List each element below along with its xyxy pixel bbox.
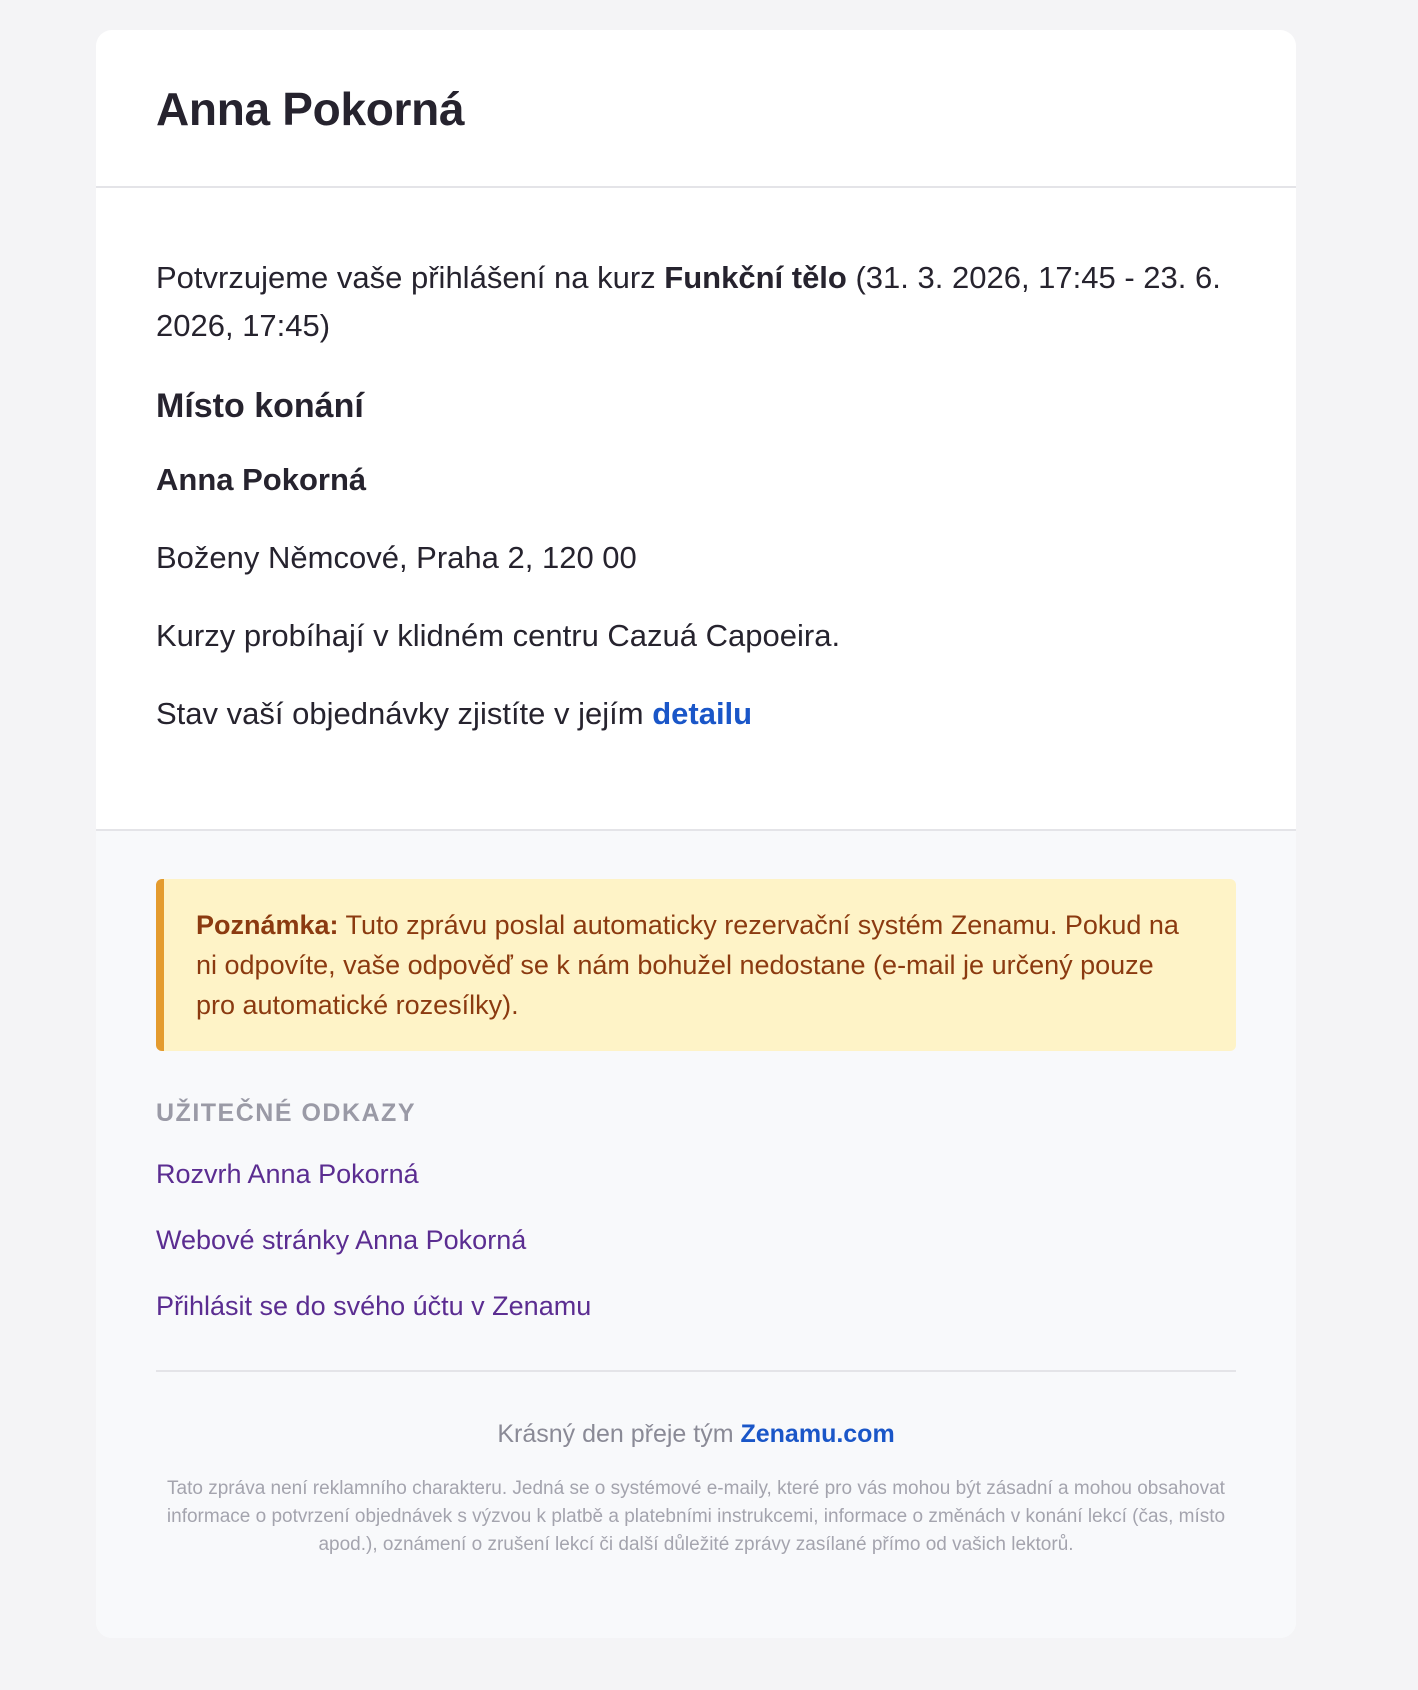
course-name: Funkční tělo (664, 260, 847, 295)
thanks-line (156, 1420, 1236, 1449)
venue-name: Anna Pokorná (156, 462, 367, 497)
course-dates: (31. 3. 2026, 17:45 - 23. 6. 2026, 17:45) (156, 260, 1221, 343)
login-link[interactable]: Přihlásit se do svého účtu v Zenamu (156, 1291, 592, 1321)
order-prefix: Stav vaší objednávky zjistíte v jejím (156, 696, 653, 731)
thanks-prefix: Krásný den přeje tým (497, 1420, 741, 1448)
zenamu-link[interactable]: Zenamu.com (740, 1420, 895, 1448)
email-header (96, 30, 1296, 188)
venue-description: Kurzy probíhají v klidném centru Cazuá Capoeira. (156, 618, 841, 653)
venue-heading: Místo konání (156, 387, 364, 425)
intro-prefix: Potvrzujeme vaše přihlášení na kurz (156, 260, 665, 295)
legal-disclaimer: Tato zpráva není reklamního charakteru. Jedná se o systémové e-maily, které pro vás mohou být zásadní a mohou obsahovat informace o potvrzení objednávek s výzvou k platbě a platebními instrukcemi, informace o změnách v konání lekcí (čas, místo apod.), oznámení o zrušení lekcí či další důležité zprávy zasílané přímo od vašich lektorů. (166, 1478, 1226, 1555)
website-link[interactable]: Webové stránky Anna Pokorná (156, 1225, 527, 1255)
useful-links (156, 1156, 1236, 1324)
note-text: Tuto zprávu poslal automaticky rezervační systém Zenamu. Pokud na ni odpovíte, vaše odpověď se k nám bohužel nedostane (e-mail je určený pouze pro automatické rozesílky). (196, 910, 1179, 1020)
page-title: Anna Pokorná (156, 83, 465, 135)
email-body (96, 188, 1296, 831)
confirmation-text (156, 254, 1236, 350)
schedule-link[interactable]: Rozvrh Anna Pokorná (156, 1159, 419, 1189)
order-detail-link[interactable]: detailu (652, 696, 753, 731)
venue-address: Boženy Němcové, Praha 2, 120 00 (156, 540, 637, 575)
note-box (156, 879, 1236, 1051)
email-card (96, 30, 1296, 1638)
useful-links-title: UŽITEČNÉ ODKAZY (156, 1099, 416, 1127)
footer-divider (156, 1370, 1236, 1372)
email-footer (96, 831, 1296, 1638)
note-label: Poznámka: (196, 910, 339, 940)
order-status-text (156, 690, 1236, 738)
